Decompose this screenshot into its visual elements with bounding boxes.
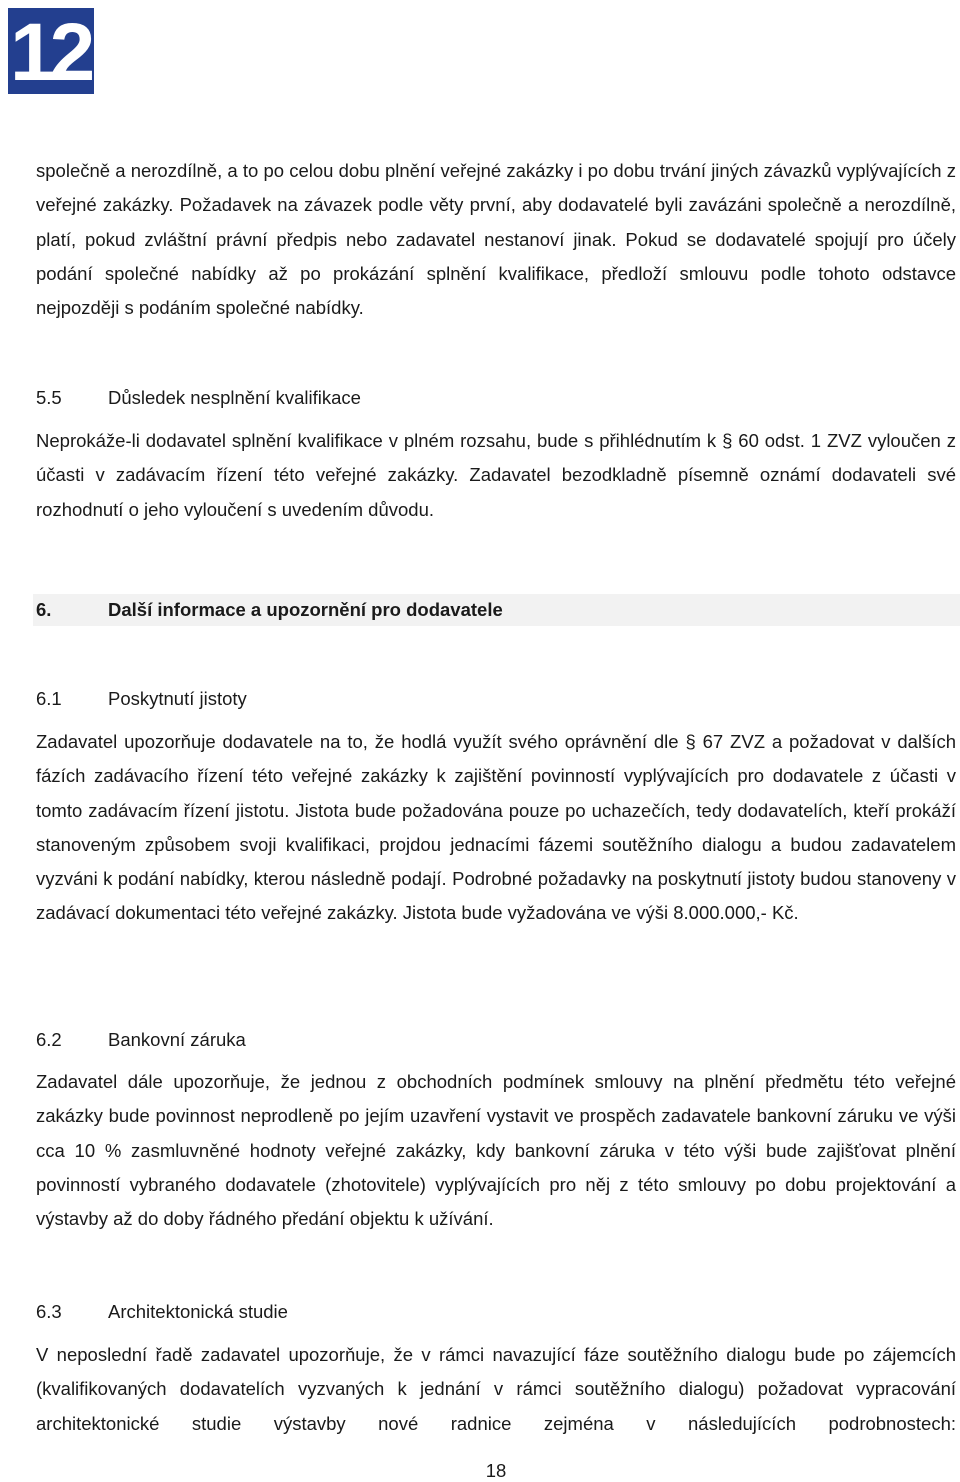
heading-5-5 — [36, 386, 361, 410]
heading-title: Důsledek nesplnění kvalifikace — [108, 387, 361, 408]
heading-6-1 — [36, 687, 247, 711]
paragraph-6-3: V neposlední řadě zadavatel upozorňuje, že v rámci navazující fáze soutěžního dialogu bude po zájemcích (kvalifikovaných dodavatelích vyzvaných k jednání v rámci soutěžního dialogu) požadovat vypracování architektonické studie výstavby nové radnice zejména v následujících podrobnostech: — [36, 1344, 956, 1434]
heading-number: 6.1 — [36, 688, 62, 709]
section-number: 6. — [36, 599, 52, 620]
paragraph-joint-liability: společně a nerozdílně, a to po celou dobu plnění veřejné zakázky i po dobu trvání jiných závazků vyplývajících z veřejné zakázky. Požadavek na závazek podle věty první, aby dodavatelé byli zavázáni společně a nerozdílně, platí, pokud zvláštní právní předpis nebo zadavatel nestanoví jinak. Pokud se dodavatelé spojují pro účely podání společné nabídky až po prokázání splnění kvalifikace, předloží smlouvu podle tohoto odstavce nejpozději s podáním společné nabídky. — [36, 160, 956, 319]
heading-number: 6.2 — [36, 1029, 62, 1050]
logo — [8, 8, 94, 94]
heading-title: Bankovní záruka — [108, 1029, 246, 1050]
heading-number: 6.3 — [36, 1301, 62, 1322]
paragraph-6-2: Zadavatel dále upozorňuje, že jednou z obchodních podmínek smlouvy na plnění předmětu této veřejné zakázky bude povinnost neprodleně po jejím uzavření vystavit ve prospěch zadavatele bankovní záruku ve výši cca 10 % zasmluvněné hodnoty veřejné zakázky, kdy bankovní záruka v této výši bude zajišťovat plnění povinností vybraného dodavatele (zhotovitele) vyplývajících pro něj z této smlouvy po dobu projektování a výstavby až do doby řádného předání objektu k užívání. — [36, 1071, 956, 1230]
heading-6-2 — [36, 1028, 246, 1052]
paragraph-6-1: Zadavatel upozorňuje dodavatele na to, že hodlá využít svého oprávnění dle § 67 ZVZ a požadovat v dalších fázích zadávacího řízení této veřejné zakázky k zajištění povinností vyplývajících pro dodavatele z účasti v tomto zadávacím řízení jistotu. Jistota bude požadována pouze po uchazečích, tedy dodavatelích, kteří prokáží stanoveným způsobem svoji kvalifikaci, projdou jednacími fázemi soutěžního dialogu a budou zadavatelem vyzváni k podání nabídky, kterou následně podají. Podrobné požadavky na poskytnutí jistoty budou stanoveny v zadávací dokumentaci této veřejné zakázky. Jistota bude vyžadována ve výši 8.000.000,- Kč. — [36, 731, 956, 924]
section-title: Další informace a upozornění pro dodavatele — [108, 599, 503, 620]
heading-title: Poskytnutí jistoty — [108, 688, 247, 709]
logo-text: 12 — [10, 8, 90, 94]
section-6-heading — [33, 594, 960, 626]
heading-6-3 — [36, 1300, 288, 1324]
heading-number: 5.5 — [36, 387, 62, 408]
heading-title: Architektonická studie — [108, 1301, 288, 1322]
page-number: 18 — [485, 1460, 507, 1481]
paragraph-5-5: Neprokáže-li dodavatel splnění kvalifikace v plném rozsahu, bude s přihlédnutím k § 60 odst. 1 ZVZ vyloučen z účasti v zadávacím řízení této veřejné zakázky. Zadavatel bezodkladně písemně oznámí dodavateli své rozhodnutí o jeho vyloučení s uvedením důvodu. — [36, 430, 956, 520]
